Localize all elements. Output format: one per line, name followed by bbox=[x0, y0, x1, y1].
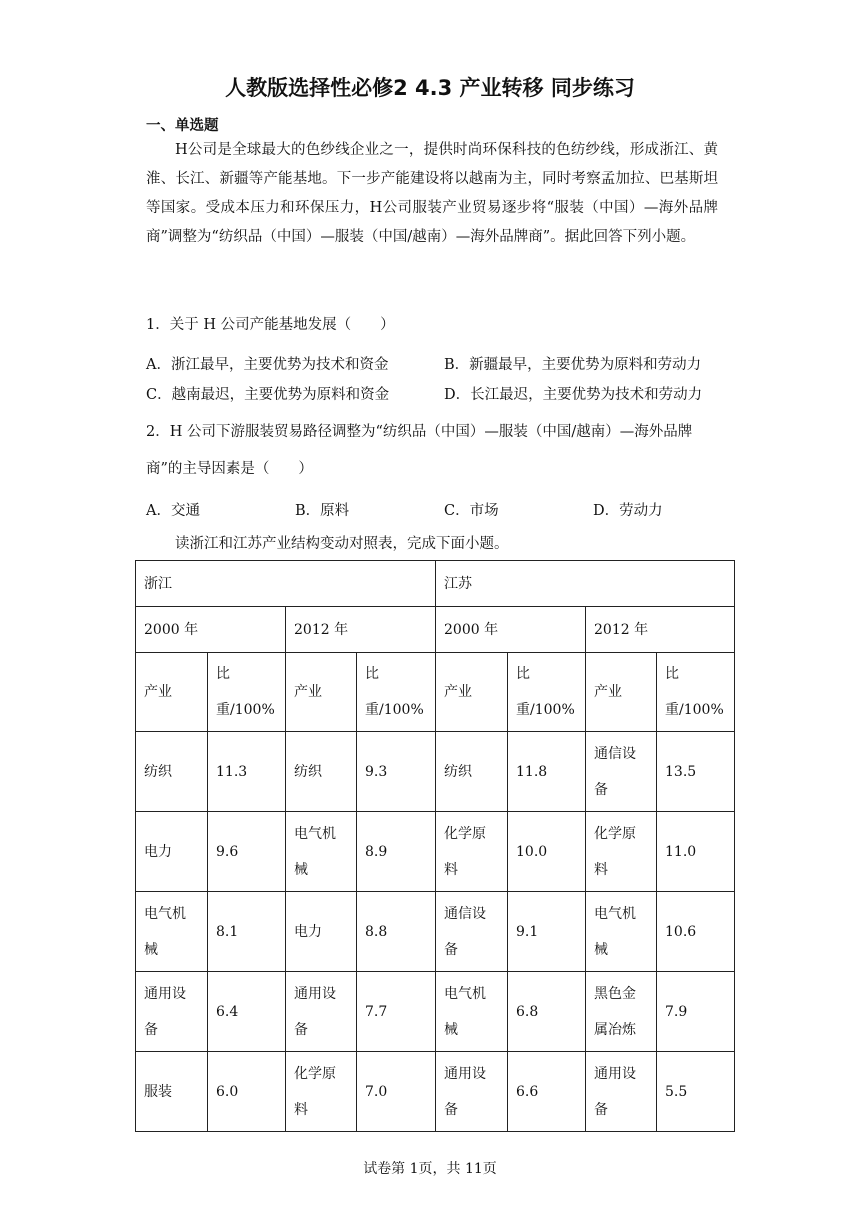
share-cell: 11.0 bbox=[657, 812, 735, 892]
industry-cell: 化学原料 bbox=[586, 812, 657, 892]
industry-cell: 电气机械 bbox=[286, 812, 357, 892]
industry-cell: 通用设备 bbox=[286, 972, 357, 1052]
industry-cell: 黑色金属冶炼 bbox=[586, 972, 657, 1052]
table-intro: 读浙江和江苏产业结构变动对照表，完成下面小题。 bbox=[175, 536, 509, 552]
share-cell: 10.0 bbox=[508, 812, 586, 892]
year-header: 2012 年 bbox=[586, 607, 735, 653]
share-cell: 7.0 bbox=[357, 1052, 436, 1132]
column-header-industry: 产业 bbox=[286, 653, 357, 732]
column-header-share: 比重/100% bbox=[357, 653, 436, 732]
column-header-industry: 产业 bbox=[436, 653, 508, 732]
industry-cell: 纺织 bbox=[136, 732, 208, 812]
q1-option-d: D．长江最迟，主要优势为技术和劳动力 bbox=[444, 386, 703, 403]
share-cell: 11.8 bbox=[508, 732, 586, 812]
q2-option-b: B．原料 bbox=[295, 502, 350, 519]
province-header-jiangsu: 江苏 bbox=[436, 561, 735, 607]
industry-cell: 通用设备 bbox=[436, 1052, 508, 1132]
industry-cell: 通用设备 bbox=[136, 972, 208, 1052]
share-cell: 11.3 bbox=[208, 732, 286, 812]
passage-text: H公司是全球最大的色纱线企业之一，提供时尚环保科技的色纺纱线，形成浙江、黄淮、长江、新疆等产能基地。下一步产能建设将以越南为主，同时考察孟加拉、巴基斯坦等国家。受成本压力和环保压力，H公司服装产业贸易逐步将“服装（中国）—海外品牌商”调整为“纺织品（中国）—服装（中国/越南）—海外品牌商”。据此回答下列小题。 bbox=[146, 142, 718, 245]
share-cell: 7.7 bbox=[357, 972, 436, 1052]
table-row bbox=[136, 1052, 735, 1132]
column-header-share: 比重/100% bbox=[208, 653, 286, 732]
year-header: 2012 年 bbox=[286, 607, 436, 653]
share-cell: 6.8 bbox=[508, 972, 586, 1052]
industry-cell: 化学原料 bbox=[286, 1052, 357, 1132]
page-title: 人教版选择性必修2 4.3 产业转移 同步练习 bbox=[225, 76, 635, 100]
share-cell: 6.6 bbox=[508, 1052, 586, 1132]
share-cell: 6.0 bbox=[208, 1052, 286, 1132]
industry-cell: 电气机械 bbox=[136, 892, 208, 972]
share-cell: 7.9 bbox=[657, 972, 735, 1052]
column-header-share: 比重/100% bbox=[657, 653, 735, 732]
share-cell: 9.3 bbox=[357, 732, 436, 812]
industry-cell: 通信设备 bbox=[436, 892, 508, 972]
industry-structure-table bbox=[135, 560, 735, 1132]
share-cell: 9.6 bbox=[208, 812, 286, 892]
share-cell: 10.6 bbox=[657, 892, 735, 972]
industry-cell: 电气机械 bbox=[586, 892, 657, 972]
page-footer: 试卷第 1页，共 11页 bbox=[363, 1161, 497, 1177]
industry-cell: 化学原料 bbox=[436, 812, 508, 892]
question-1-options bbox=[146, 348, 726, 408]
table-row bbox=[136, 812, 735, 892]
year-header: 2000 年 bbox=[436, 607, 586, 653]
table-row bbox=[136, 732, 735, 812]
question-1-stem: 1．关于 H 公司产能基地发展（ ） bbox=[146, 317, 395, 333]
share-cell: 8.9 bbox=[357, 812, 436, 892]
share-cell: 13.5 bbox=[657, 732, 735, 812]
industry-cell: 电力 bbox=[286, 892, 357, 972]
column-header-industry: 产业 bbox=[586, 653, 657, 732]
question-2-stem: 2．H 公司下游服装贸易路径调整为“纺织品（中国）—服装（中国/越南）—海外品牌商”的主导因素是（ ） bbox=[146, 424, 693, 477]
industry-cell: 通用设备 bbox=[586, 1052, 657, 1132]
industry-cell: 电力 bbox=[136, 812, 208, 892]
share-cell: 5.5 bbox=[657, 1052, 735, 1132]
table-row bbox=[136, 892, 735, 972]
province-header-zhejiang: 浙江 bbox=[136, 561, 436, 607]
q1-option-a: A．浙江最早，主要优势为技术和资金 bbox=[146, 356, 389, 373]
column-header-share: 比重/100% bbox=[508, 653, 586, 732]
q1-option-b: B．新疆最早，主要优势为原料和劳动力 bbox=[444, 356, 702, 373]
q2-option-d: D．劳动力 bbox=[593, 502, 663, 519]
industry-cell: 纺织 bbox=[436, 732, 508, 812]
share-cell: 8.8 bbox=[357, 892, 436, 972]
industry-cell: 服装 bbox=[136, 1052, 208, 1132]
industry-cell: 电气机械 bbox=[436, 972, 508, 1052]
q2-option-a: A．交通 bbox=[146, 502, 200, 519]
industry-cell: 纺织 bbox=[286, 732, 357, 812]
industry-cell: 通信设备 bbox=[586, 732, 657, 812]
column-header-industry: 产业 bbox=[136, 653, 208, 732]
share-cell: 6.4 bbox=[208, 972, 286, 1052]
share-cell: 9.1 bbox=[508, 892, 586, 972]
table-row bbox=[136, 972, 735, 1052]
question-2-options bbox=[146, 494, 726, 524]
q1-option-c: C．越南最迟，主要优势为原料和资金 bbox=[146, 386, 390, 403]
q2-option-c: C．市场 bbox=[444, 502, 499, 519]
share-cell: 8.1 bbox=[208, 892, 286, 972]
year-header: 2000 年 bbox=[136, 607, 286, 653]
section-heading: 一、单选题 bbox=[146, 118, 219, 134]
